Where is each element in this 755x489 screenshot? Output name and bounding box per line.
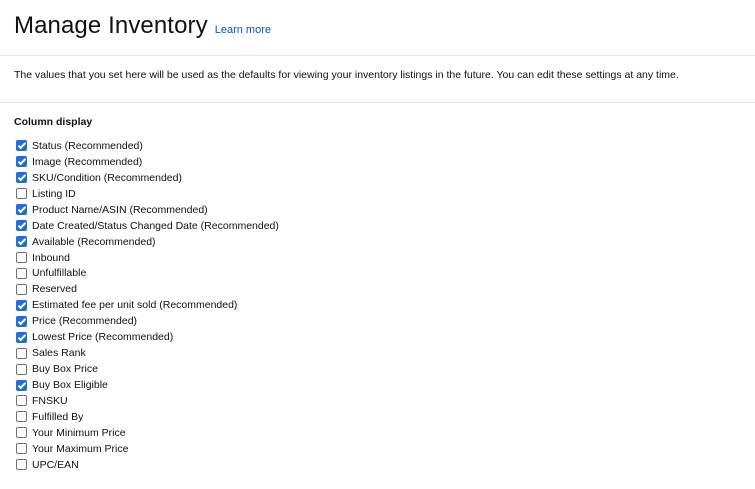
checkbox-checked[interactable] [16,204,27,215]
column-option[interactable] [16,297,279,313]
page-header [14,12,271,40]
checkbox-label: FNSKU [32,394,68,407]
column-option[interactable] [16,234,279,250]
checkbox-unchecked[interactable] [16,188,27,199]
checkbox-label: Available (Recommended) [32,235,156,248]
column-display-heading: Column display [14,116,93,128]
checkbox-label: Lowest Price (Recommended) [32,331,174,344]
checkbox-label: Your Minimum Price [32,426,126,439]
checkbox-label: Unfulfillable [32,267,87,280]
checkbox-unchecked[interactable] [16,268,27,279]
checkbox-label: Buy Box Price [32,363,98,376]
header-divider [0,55,755,56]
column-option[interactable] [16,441,279,457]
page-title: Manage Inventory [14,12,208,39]
checkbox-label: Buy Box Eligible [32,379,108,392]
checkbox-unchecked[interactable] [16,395,27,406]
column-option[interactable] [16,250,279,266]
column-option[interactable] [16,313,279,329]
checkbox-label: Your Maximum Price [32,442,129,455]
checkbox-unchecked[interactable] [16,284,27,295]
checkbox-label: Listing ID [32,187,76,200]
column-option[interactable] [16,218,279,234]
checkbox-checked[interactable] [16,172,27,183]
checkbox-label: Image (Recommended) [32,155,143,168]
column-option[interactable] [16,281,279,297]
checkbox-unchecked[interactable] [16,411,27,422]
column-option[interactable] [16,138,279,154]
checkbox-label: Sales Rank [32,347,86,360]
checkbox-label: Price (Recommended) [32,315,138,328]
column-option[interactable] [16,377,279,393]
checkbox-checked[interactable] [16,140,27,151]
checkbox-unchecked[interactable] [16,459,27,470]
checkbox-label: Inbound [32,251,70,264]
column-display-checkbox-list [16,138,279,473]
column-option[interactable] [16,170,279,186]
column-option[interactable] [16,361,279,377]
column-option[interactable] [16,457,279,473]
checkbox-checked[interactable] [16,380,27,391]
checkbox-checked[interactable] [16,156,27,167]
column-option[interactable] [16,266,279,282]
checkbox-checked[interactable] [16,332,27,343]
checkbox-label: Status (Recommended) [32,139,143,152]
checkbox-label: Product Name/ASIN (Recommended) [32,203,208,216]
settings-description: The values that you set here will be used as the defaults for viewing your inventory listings in the future. You can edit these settings at any time. [14,69,679,81]
column-option[interactable] [16,425,279,441]
checkbox-unchecked[interactable] [16,348,27,359]
checkbox-label: Date Created/Status Changed Date (Recommended) [32,219,279,232]
checkbox-checked[interactable] [16,220,27,231]
checkbox-label: Estimated fee per unit sold (Recommended) [32,299,238,312]
learn-more-link[interactable]: Learn more [214,24,271,36]
column-option[interactable] [16,409,279,425]
checkbox-label: SKU/Condition (Recommended) [32,171,182,184]
column-option[interactable] [16,393,279,409]
checkbox-unchecked[interactable] [16,364,27,375]
column-option[interactable] [16,154,279,170]
checkbox-checked[interactable] [16,316,27,327]
column-option[interactable] [16,186,279,202]
description-divider [0,102,755,103]
column-option[interactable] [16,345,279,361]
column-option[interactable] [16,202,279,218]
checkbox-unchecked[interactable] [16,252,27,263]
checkbox-label: Reserved [32,283,77,296]
checkbox-checked[interactable] [16,236,27,247]
checkbox-unchecked[interactable] [16,427,27,438]
checkbox-checked[interactable] [16,300,27,311]
checkbox-label: UPC/EAN [32,458,79,471]
column-option[interactable] [16,329,279,345]
checkbox-unchecked[interactable] [16,443,27,454]
checkbox-label: Fulfilled By [32,410,84,423]
